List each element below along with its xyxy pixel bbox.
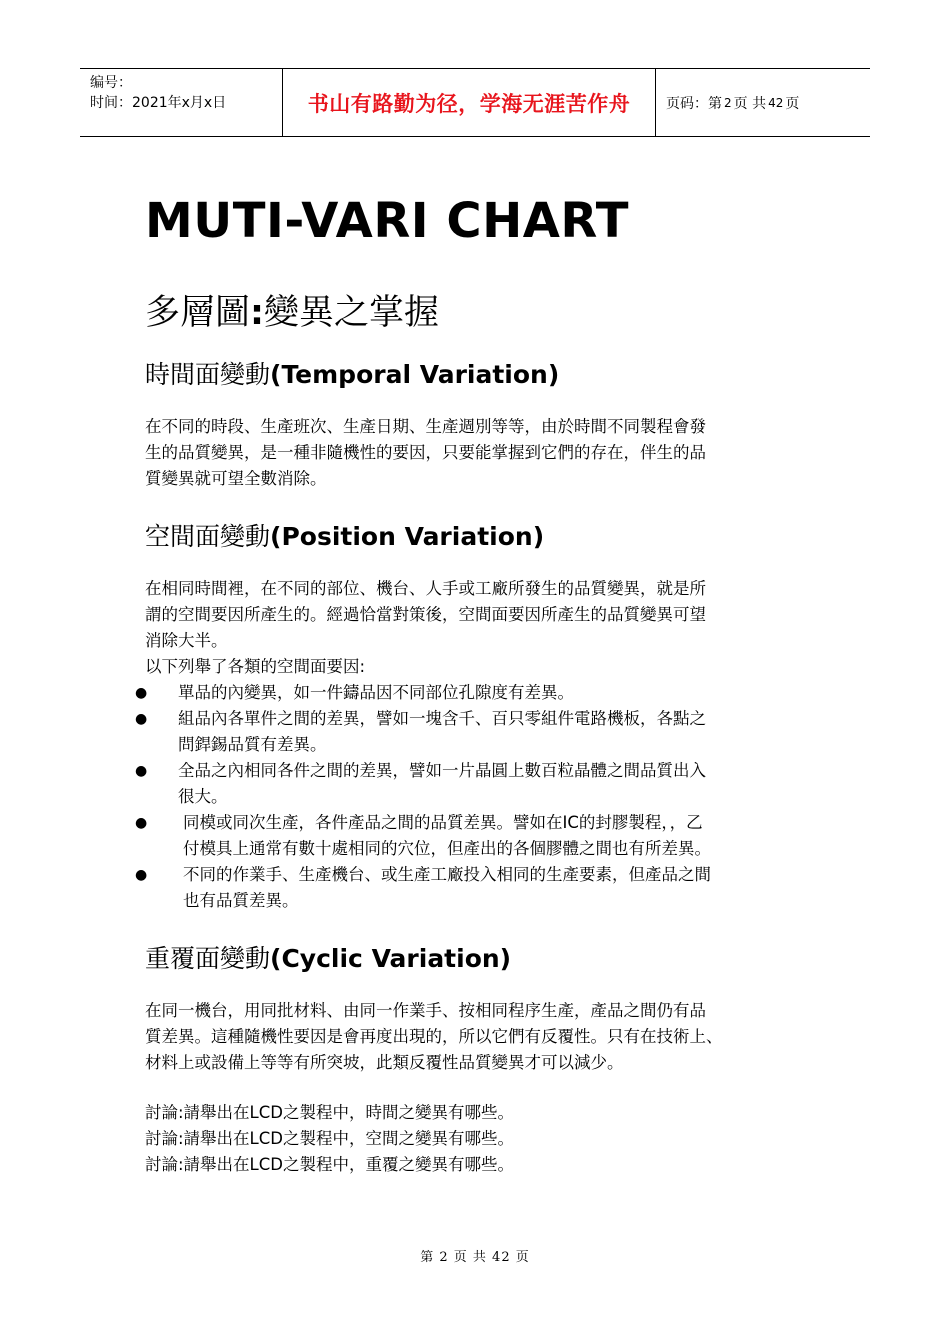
subtitle-part2: 變異之掌握 xyxy=(264,293,440,333)
section-heading-zh: 重覆面變動 xyxy=(145,944,271,973)
date-label: 时间：2021年x月x日 xyxy=(90,95,227,111)
section-heading-en: (Position Variation) xyxy=(270,522,545,551)
list-item-line: 全品之內相同各件之間的差異，譬如一片晶圓上數百粒晶體之間品質出入 xyxy=(178,761,706,780)
page-suffix: 页 xyxy=(785,95,800,112)
paragraph-line: 在不同的時段、生產班次、生產日期、生產週別等等，由於時間不同製程會發 xyxy=(145,417,706,436)
list-item-line: 不同的作業手、生產機台、或生產工廠投入相同的生產要素，但產品之間 xyxy=(183,865,711,884)
document-title: MUTI-VARI CHART xyxy=(145,193,629,249)
section-heading-temporal xyxy=(145,358,810,392)
page-total: 42 xyxy=(768,95,784,110)
header-meta xyxy=(80,69,282,136)
page-header xyxy=(80,68,870,137)
list-item xyxy=(145,680,810,706)
code-label: 编号： xyxy=(90,75,132,91)
section-heading-position xyxy=(145,520,810,554)
page-footer: 第 2 页 共 42 页 xyxy=(420,1250,530,1265)
subtitle-part1: 多層圖 xyxy=(145,293,251,333)
section-heading-zh: 空間面變動 xyxy=(145,522,271,551)
paragraph-line: 謂的空間要因所產生的。經過恰當對策後，空間面要因所產生的品質變異可望 xyxy=(145,605,706,624)
list-item-line: 單品的內變異，如一件鑄品因不同部位孔隙度有差異。 xyxy=(178,683,574,702)
list-item xyxy=(145,810,810,862)
list-intro: 以下列舉了各類的空間面要因: xyxy=(145,657,366,676)
paragraph-line: 質變異就可望全數消除。 xyxy=(145,469,327,488)
paragraph-line: 生的品質變異，是一種非隨機性的要因，只要能掌握到它們的存在，伴生的品 xyxy=(145,443,706,462)
section-heading-zh: 時間面變動 xyxy=(145,360,271,389)
list-item-line: 付模具上通常有數十處相同的穴位，但產出的各個膠體之間也有所差異。 xyxy=(183,839,711,858)
list-item xyxy=(145,758,810,810)
paragraph-line: 在相同時間裡，在不同的部位、機台、人手或工廠所發生的品質變異，就是所 xyxy=(145,579,706,598)
paragraph-line: 消除大半。 xyxy=(145,631,228,650)
section-heading-en: (Temporal Variation) xyxy=(270,360,560,389)
bullet-list xyxy=(145,680,810,914)
list-item-line: 組品內各單件之間的差異，譬如一塊含千、百只零組件電路機板，各點之 xyxy=(178,709,706,728)
section-heading-cyclic xyxy=(145,942,810,976)
list-item-line: 也有品質差異。 xyxy=(183,891,299,910)
list-item xyxy=(145,706,810,758)
document-body xyxy=(145,190,810,1178)
discussion-line: 討論:請舉出在LCD之製程中，重覆之變異有哪些。 xyxy=(145,1155,514,1174)
list-item-line: 同模或同次生產，各件產品之間的品質差異。譬如在IC的封膠製程，，乙 xyxy=(183,813,703,832)
section-body-cyclic xyxy=(145,998,810,1076)
page-mid: 页 共 xyxy=(733,95,767,112)
section-heading-en: (Cyclic Variation) xyxy=(270,944,512,973)
section-body-position xyxy=(145,576,810,914)
paragraph-line: 質差異。這種隨機性要因是會再度出現的，所以它們有反覆性。只有在技術上、 xyxy=(145,1027,723,1046)
page-prefix: 页码：第 xyxy=(666,95,722,112)
paragraph-line: 材料上或設備上等等有所突坡，此類反覆性品質變異才可以減少。 xyxy=(145,1053,624,1072)
document-subtitle xyxy=(145,290,810,336)
list-item xyxy=(145,862,810,914)
discussion-line: 討論:請舉出在LCD之製程中，時間之變異有哪些。 xyxy=(145,1103,514,1122)
list-item-line: 問銲錫品質有差異。 xyxy=(178,735,327,754)
subtitle-colon: : xyxy=(250,293,265,333)
header-page-info xyxy=(656,69,870,136)
section-body-temporal xyxy=(145,414,810,492)
page-number: 2 xyxy=(724,95,732,110)
discussion-line: 討論:請舉出在LCD之製程中，空間之變異有哪些。 xyxy=(145,1129,514,1148)
paragraph-line: 在同一機台，用同批材料、由同一作業手、按相同程序生產，產品之間仍有品 xyxy=(145,1001,706,1020)
list-item-line: 很大。 xyxy=(178,787,228,806)
discussion-block xyxy=(145,1100,810,1178)
header-motto: 书山有路勤为径，学海无涯苦作舟 xyxy=(282,69,656,136)
